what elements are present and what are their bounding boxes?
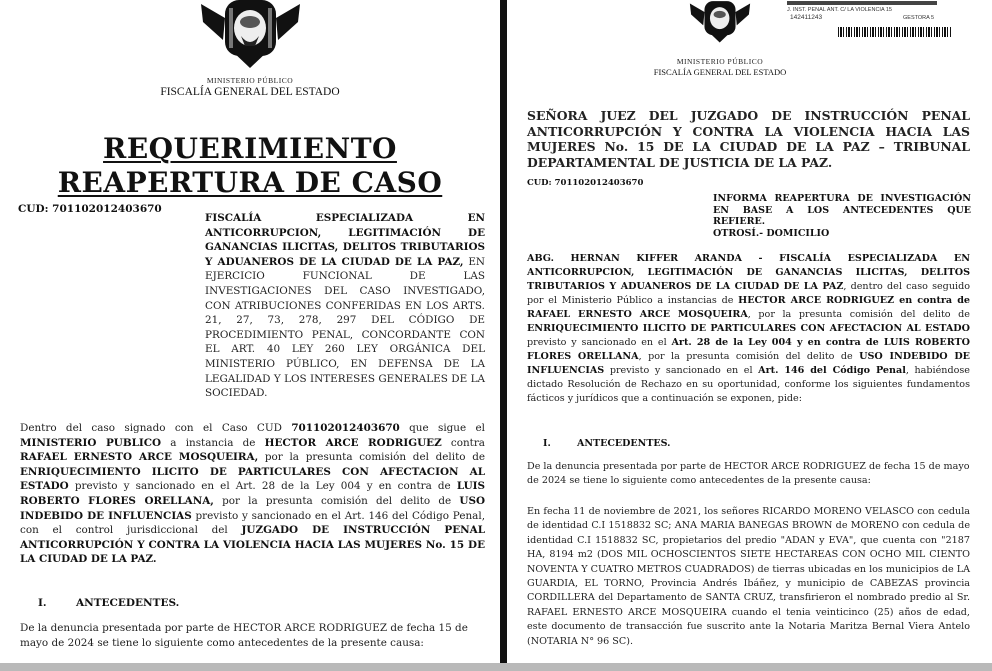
offense-1: ENRIQUECIMIENTO ILICITO DE PARTICULARES CON AFECTACION AL ESTADO	[20, 465, 485, 493]
stamp-court: J. INST. PENAL ANT. C/ LA VIOLENCIA 15	[787, 7, 892, 13]
case-number: 701102012403670	[291, 422, 400, 434]
defendant-name-1: RAFAEL ERNESTO ARCE MOSQUEIRA,	[20, 451, 259, 464]
defendant-name-2: LUIS ROBERTO FLORES ORELLANA,	[20, 480, 485, 507]
legal-basis-1: Art. 28 de la Ley 004 y en contra de LUIS ROBERTO FLORES ORELLANA	[527, 337, 970, 362]
document-page-right	[507, 0, 992, 663]
authority-block	[205, 211, 485, 401]
stamp-gestora: GESTORA 5	[903, 15, 935, 21]
ministry-label: MINISTERIO PÚBLICO	[676, 57, 764, 66]
facts-paragraph: En fecha 11 de noviembre de 2021, los señores RICARDO MORENO VELASCO con cedula de identidad C.I 1518832 SC; ANA MARIA BANEGAS BROWN de MORENO con cedula de identidad C.I 1518832 SC, propietarios del predio "ADAN y EVA", que cuenta con "2187 HA, 8194 m2 (DOS MIL OCHOSCIENTOS SIETE HECTAREAS CON OCHO MIL CIENTO NOVENTA Y CUATRO METROS CUADRADOS) de tierras ubicadas en los municipios de LA GUARDIA, EL TORNO, Provincia Andrés Ibáñez, y municipio de CABEZAS provincia CORDILLERA del Departamento de SANTA CRUZ, transfirieron el nombrado predio al Sr. RAFAEL ERNESTO ARCE MOSQUEIRA cuando el tenia veinticinco (25) años de edad, este documento de transacción fue suscrito ante la Notaria Maritza Bernal Viera Antelo (NOTARIA N° 96 SC).	[527, 506, 970, 647]
case-cud: CUD: 701102012403670	[18, 203, 162, 215]
complainant-name: HECTOR ARCE RODRIGUEZ	[264, 436, 442, 449]
intro-paragraph: ABG. HERNAN KIFFER ARANDA - FISCALÍA ESPECIALIZADA EN ANTICORRUPCION, LEGITIMACIÓN DE GANANCIAS ILICITAS, DELITOS TRIBUTARIOS Y ADUANEROS DE LA CIUDAD DE LA PAZ, dentro del caso seguido por el Ministerio Público a instancias de HECTOR ARCE RODRIGUEZ en contra de RAFAEL ERNESTO ARCE MOSQUEIRA, por la presunta comisión del delito de ENRIQUECIMIENTO ILICITO DE PARTICULARES CON AFECTACION AL ESTADO previsto y sancionado en el Art. 28 de la Ley 004 y en contra de LUIS ROBERTO FLORES ORELLANA, por la presunta comisión del delito de USO INDEBIDO DE INFLUENCIAS previsto y sancionado en el Art. 146 del Código Penal, habiéndose dictado Resolución de Rechazo en su oportunidad, conforme los siguientes fundamentos fácticos y jurídicos que a continuación se exponen, pide:	[527, 253, 971, 404]
stamp-number: 142411243	[790, 14, 823, 21]
addressee: SEÑORA JUEZ DEL JUZGADO DE INSTRUCCIÓN PENAL ANTICORRUPCIÓN Y CONTRA LA VIOLENCIA HACIA LAS MUJERES No. 15 DE LA CIUDAD DE LA PAZ – TRIBUNAL DEPARTAMENTAL DE JUSTICIA DE LA PAZ.	[527, 108, 970, 170]
authority-powers: EN EJERCICIO FUNCIONAL DE LAS INVESTIGACIONES DEL CASO INVESTIGADO, CON ATRIBUCIONES CONFERIDAS EN LOS ARTS. 21, 27, 73, 278, 297 DEL CÓDIGO DE PROCEDIMIENTO PENAL, CONCORDANTE CON EL ART. 40 LEY 260 LEY ORGÁNICA DEL MINISTERIO PÚBLICO, EN DEFENSA DE LA LEGALIDAD Y LOS INTERESES GENERALES DE LA SOCIEDAD.	[205, 255, 485, 400]
section-heading-antecedentes: I. ANTECEDENTES.	[543, 438, 671, 449]
case-cud: CUD: 701102012403670	[527, 178, 644, 188]
legal-basis-2: Art. 146 del Código Penal	[758, 365, 906, 376]
offense-2: USO INDEBIDO DE INFLUENCIAS	[20, 494, 486, 522]
viewer-bottom-edge	[0, 663, 992, 671]
bolivia-coat-of-arms-icon	[685, 0, 755, 46]
offense-1: ENRIQUECIMIENTO ILICITO DE PARTICULARES CON AFECTACION AL ESTADO	[527, 323, 970, 334]
court-name: JUZGADO DE INSTRUCCIÓN PENAL ANTICORRUPCIÓN Y CONTRA LA VIOLENCIA HACIA LAS MUJERES No. 15 DE LA CIUDAD DE LA PAZ.	[20, 524, 485, 566]
intro-paragraph: Dentro del caso signado con el Caso CUD 701102012403670 que sigue el MINISTERIO PUBLICO a instancia de HECTOR ARCE RODRIGUEZ contra RAFAEL ERNESTO ARCE MOSQUEIRA, por la presunta comisión del delito de ENRIQUECIMIENTO ILICITO DE PARTICULARES CON AFECTACION AL ESTADO previsto y sancionado en el Art. 28 de la Ley 004 y en contra de LUIS ROBERTO FLORES ORELLANA, por la presunta comisión del delito de USO INDEBIDO DE INFLUENCIAS previsto y sancionado en el Art. 146 del Código Penal, con el control jurisdiccional del JUZGADO DE INSTRUCCIÓN PENAL ANTICORRUPCIÓN Y CONTRA LA VIOLENCIA HACIA LAS MUJERES No. 15 DE LA CIUDAD DE LA PAZ.	[20, 422, 486, 566]
prosecutor-name: ABG. HERNAN KIFFER ARANDA - FISCALÍA ESPECIALIZADA EN ANTICORRUPCION, LEGITIMACIÓN DE GANANCIAS ILICITAS, DELITOS TRIBUTARIOS Y ADUANEROS DE LA CIUDAD DE LA PAZ	[527, 253, 970, 292]
barcode	[838, 27, 952, 37]
antecedentes-paragraph: De la denuncia presentada por parte de HECTOR ARCE RODRIGUEZ de fecha 15 de mayo de 2024 se tiene lo siguiente como antecedentes de la presente causa:	[20, 622, 468, 649]
stamp-header-bar	[787, 1, 937, 5]
authority-name: FISCALÍA ESPECIALIZADA EN ANTICORRUPCION, LEGITIMACIÓN DE GANANCIAS ILICITAS, DELITOS TRIBUTARIOS Y ADUANEROS DE LA CIUDAD DE LA PAZ,	[205, 212, 485, 268]
antecedentes-paragraph: De la denuncia presentada por parte de HECTOR ARCE RODRIGUEZ de fecha 15 de mayo de 2024 se tiene lo siguiente como antecedentes de la presente causa:	[527, 461, 970, 486]
parties: HECTOR ARCE RODRIGUEZ en contra de RAFAEL ERNESTO ARCE MOSQUEIRA	[527, 295, 971, 320]
ministry-label: MINISTERIO PÚBLICO	[206, 76, 294, 85]
bolivia-coat-of-arms-icon	[193, 0, 308, 72]
document-page-left	[0, 0, 500, 663]
summary-block: INFORMA REAPERTURA DE INVESTIGACIÓN EN BASE A LOS ANTECEDENTES QUE REFIERE. OTROSÍ.- DOMICILIO	[713, 193, 971, 239]
section-heading-antecedentes: I. ANTECEDENTES.	[38, 597, 180, 609]
document-title-line2: REAPERTURA DE CASO	[57, 166, 443, 199]
page-divider	[500, 0, 507, 663]
fiscalia-label: FISCALÍA GENERAL DEL ESTADO	[160, 86, 340, 98]
fiscalia-label: FISCALÍA GENERAL DEL ESTADO	[653, 67, 787, 77]
document-title-line1: REQUERIMIENTO	[103, 132, 397, 165]
offense-2: USO INDEBIDO DE INFLUENCIAS	[527, 351, 970, 376]
